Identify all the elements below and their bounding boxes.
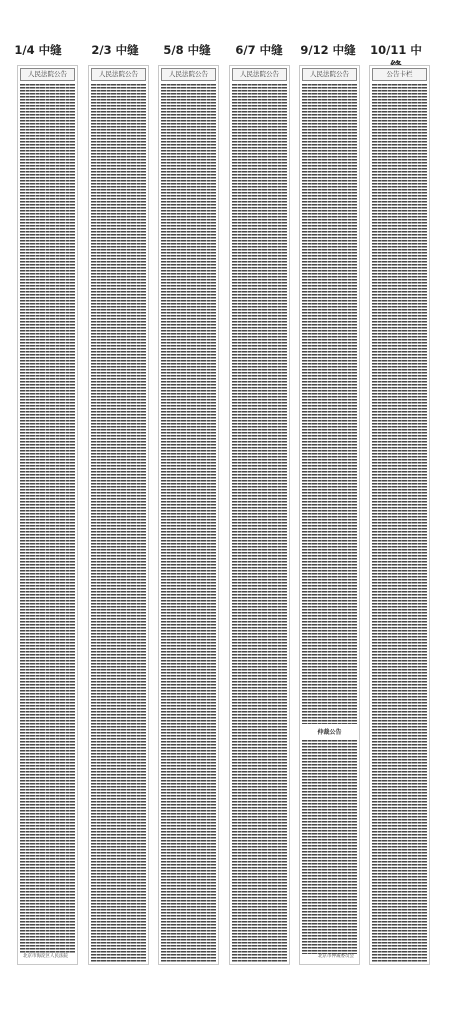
notice-text-block xyxy=(302,740,357,954)
column-header: 人民法院公告 xyxy=(302,68,357,81)
notice-text-block xyxy=(372,84,427,962)
arbitration-notice-heading: 仲裁公告 xyxy=(308,728,351,737)
newspaper-column-1-4 xyxy=(17,65,78,965)
column-header: 人民法院公告 xyxy=(232,68,287,81)
column-title-5-8: 5/8 中缝 xyxy=(163,43,211,57)
newspaper-column-6-7 xyxy=(229,65,290,965)
column-title-9-12: 9/12 中缝 xyxy=(300,43,356,57)
column-header: 人民法院公告 xyxy=(91,68,146,81)
column-footer: 北京市仲裁委员会 xyxy=(318,954,354,959)
notice-text-block xyxy=(20,84,75,954)
column-footer: 北京市海淀区人民法院 xyxy=(23,954,68,959)
newspaper-column-5-8 xyxy=(158,65,219,965)
column-title-1-4: 1/4 中缝 xyxy=(14,43,62,57)
column-title-10-11: 10/11 中 xyxy=(370,43,422,57)
column-header: 人民法院公告 xyxy=(161,68,216,81)
column-title-2-3: 2/3 中缝 xyxy=(91,43,139,57)
newspaper-column-2-3 xyxy=(88,65,149,965)
column-title-6-7: 6/7 中缝 xyxy=(235,43,283,57)
notice-text-block xyxy=(91,84,146,962)
newspaper-column-9-12 xyxy=(299,65,360,965)
newspaper-column-10-11 xyxy=(369,65,430,965)
notice-text-block xyxy=(232,84,287,962)
notice-text-block xyxy=(161,84,216,962)
notice-text-block xyxy=(302,84,357,724)
column-header: 人民法院公告 xyxy=(20,68,75,81)
column-header: 公告卡栏 xyxy=(372,68,427,81)
